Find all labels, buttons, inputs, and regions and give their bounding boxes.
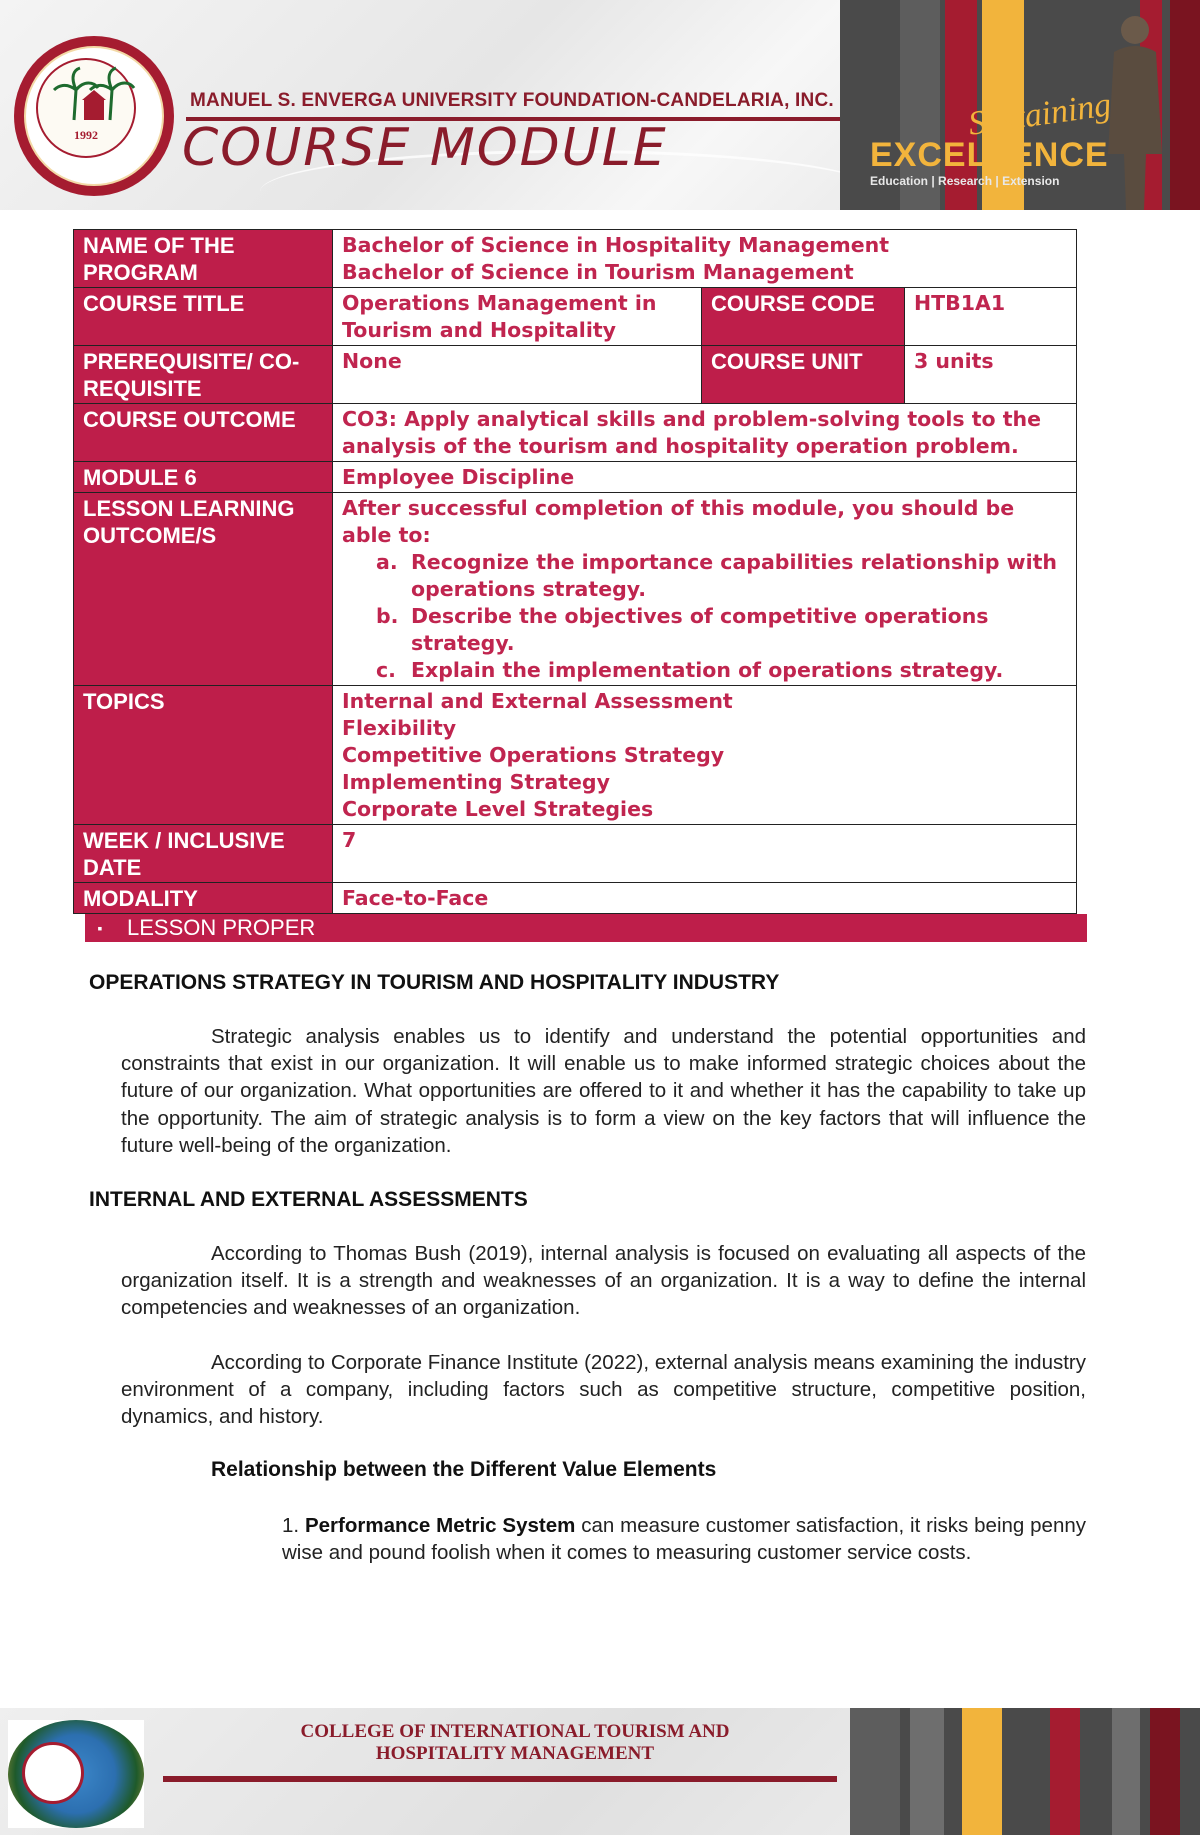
module-value: Employee Discipline	[333, 462, 1077, 493]
college-name-line: HOSPITALITY MANAGEMENT	[375, 1743, 655, 1764]
program-line: Bachelor of Science in Hospitality Management	[342, 233, 890, 257]
item-number: 1.	[282, 1514, 300, 1537]
course-title-value: Operations Management in Tourism and Hospitality	[333, 288, 702, 346]
list-marker: a.	[376, 550, 398, 574]
course-info-table	[73, 229, 1077, 914]
item-text: can measure customer satisfaction, it risks being penny wise and pound foolish when it comes to measuring customer service costs.	[282, 1514, 1087, 1565]
list-marker: c.	[376, 658, 396, 682]
course-outcome-label: COURSE OUTCOME	[74, 404, 333, 462]
lesson-proper-bar	[85, 914, 1087, 942]
course-outcome-value: CO3: Apply analytical skills and problem-solving tools to the analysis of the tourism and hospitality operation problem.	[333, 404, 1077, 462]
seal-year: 1992	[74, 127, 98, 142]
university-name: MANUEL S. ENVERGA UNIVERSITY FOUNDATION-CANDELARIA, INC.	[190, 90, 834, 111]
footer-stripes	[850, 1708, 1200, 1835]
row-modality	[74, 883, 1077, 914]
program-label: NAME OF THE PROGRAM	[74, 230, 333, 288]
list-item	[376, 657, 1067, 684]
brand-script: Sustaining	[966, 86, 1114, 143]
row-module	[74, 462, 1077, 493]
list-marker: b.	[376, 604, 399, 628]
paragraph-external-analysis: According to Corporate Finance Institute (2022), external analysis means examining the industry environment of a company, including factors such as competitive structure, competitive position, dynamics, and history.	[121, 1351, 1086, 1429]
list-text: Explain the implementation of operations strategy.	[411, 658, 1004, 682]
topic-item: Internal and External Assessment	[342, 689, 733, 713]
row-week	[74, 825, 1077, 883]
row-program	[74, 230, 1077, 288]
college-logo	[8, 1720, 144, 1828]
topic-item: Flexibility	[342, 716, 457, 740]
row-prerequisite	[74, 346, 1077, 404]
page-footer	[0, 1708, 1200, 1835]
learning-outcomes-label: LESSON LEARNING OUTCOME/S	[74, 493, 333, 686]
program-value	[333, 230, 1077, 288]
week-label: WEEK / INCLUSIVE DATE	[74, 825, 333, 883]
topic-item: Competitive Operations Strategy	[342, 743, 725, 767]
section-heading-assessments: INTERNAL AND EXTERNAL ASSESSMENTS	[89, 1188, 528, 1211]
list-text: Recognize the importance capabilities relationship with operations strategy.	[411, 550, 1057, 601]
subheading-value-elements: Relationship between the Different Value Elements	[211, 1458, 717, 1481]
modality-label: MODALITY	[74, 883, 333, 914]
palm-tree-icon	[44, 60, 144, 130]
paragraph-internal-analysis: According to Thomas Bush (2019), internal analysis is focused on evaluating all aspects of the organization itself. It is a strength and weaknesses of an organization. It is a way to define the internal competencies and weaknesses of an organization.	[121, 1242, 1086, 1320]
footer-rule	[163, 1776, 837, 1782]
list-item	[376, 603, 1067, 657]
learning-outcomes-intro: After successful completion of this module, you should be able to:	[342, 496, 1015, 547]
row-topics	[74, 686, 1077, 825]
course-module-title: COURSE MODULE	[182, 118, 668, 178]
brand-excellence: EXCELLENCE	[870, 136, 1109, 174]
course-unit-value: 3 units	[905, 346, 1077, 404]
course-code-value: HTB1A1	[905, 288, 1077, 346]
list-text: Describe the objectives of competitive operations strategy.	[411, 604, 989, 655]
list-item	[376, 549, 1067, 603]
row-learning-outcomes	[74, 493, 1077, 686]
course-title-label: COURSE TITLE	[74, 288, 333, 346]
topics-value	[333, 686, 1077, 825]
program-line: Bachelor of Science in Tourism Management	[342, 260, 854, 284]
prerequisite-label: PREREQUISITE/ CO-REQUISITE	[74, 346, 333, 404]
lesson-proper-label: LESSON PROPER	[127, 915, 316, 940]
college-name	[200, 1721, 830, 1765]
item-term: Performance Metric System	[304, 1514, 576, 1537]
learning-outcomes-value	[333, 493, 1077, 686]
topic-item: Implementing Strategy	[342, 770, 610, 794]
topic-item: Corporate Level Strategies	[342, 797, 654, 821]
week-value: 7	[333, 825, 1077, 883]
university-seal	[14, 36, 174, 196]
numbered-item	[282, 1512, 1086, 1566]
module-label: MODULE 6	[74, 462, 333, 493]
learning-outcomes-list	[342, 549, 1067, 684]
modality-value: Face-to-Face	[333, 883, 1077, 914]
course-code-label: COURSE CODE	[702, 288, 905, 346]
course-unit-label: COURSE UNIT	[702, 346, 905, 404]
row-course-title	[74, 288, 1077, 346]
brand-tagline: Education | Research | Extension	[870, 174, 1060, 188]
college-logo-seal	[22, 1742, 84, 1804]
prerequisite-value: None	[333, 346, 702, 404]
page-header	[0, 0, 1200, 210]
square-bullet-icon: ▪	[97, 920, 103, 936]
row-course-outcome	[74, 404, 1077, 462]
college-name-line: COLLEGE OF INTERNATIONAL TOURISM AND	[300, 1721, 730, 1742]
topics-label: TOPICS	[74, 686, 333, 825]
paragraph-strategic-analysis: Strategic analysis enables us to identify and understand the potential opportunities and constraints that exist in our organization. It will enable us to make informed strategic choices about the future of our organization. What opportunities are offered to it and whether it has the capability to take up the opportunity. The aim of strategic analysis is to form a view on the key factors that will influence the future well-being of the organization.	[121, 1025, 1086, 1157]
section-heading-operations-strategy: OPERATIONS STRATEGY IN TOURISM AND HOSPITALITY INDUSTRY	[89, 971, 780, 994]
